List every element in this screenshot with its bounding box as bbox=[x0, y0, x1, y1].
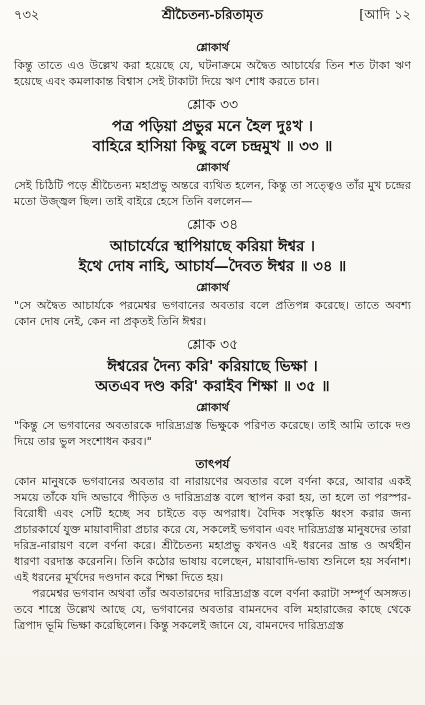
book-title: শ্রীচৈতন্য-চরিতামৃত bbox=[161, 8, 264, 23]
verse-line: ঈশ্বরের দৈন্য করি' করিয়াছে ভিক্ষা । bbox=[107, 357, 318, 375]
verse-line: পত্র পড়িয়া প্রভুর মনে হৈল দুঃখ । bbox=[111, 117, 314, 135]
purport-section bbox=[14, 456, 411, 634]
translation-text: সেই চিঠিটি পড়ে শ্রীচৈতন্য মহাপ্রভু অন্তরে ব্যথিত হলেন, কিন্তু তা সত্ত্বেও তাঁর মুখ চন্দ্রের মতো উজ্জ্বল ছিল। তাই বাইরে হেসে তিনি বললেন— bbox=[14, 179, 411, 208]
translation-label: শ্লোকার্থ bbox=[196, 41, 229, 54]
verse-line: বাহিরে হাসিয়া কিছু বলে চন্দ্রমুখ ॥ ৩৩ ॥ bbox=[92, 137, 333, 155]
translation-text: কিন্তু তাতে এও উল্লেখ করা হয়েছে যে, ঘটনাক্রমে অদ্বৈত আচার্যের তিন শত টাকা ঋণ হয়েছে এবং কমলাকান্ত বিশ্বাস সেই টাকাটা দিয়ে ঋণ শোধ করতে চান। bbox=[14, 59, 411, 88]
translation-label: শ্লোকার্থ bbox=[196, 401, 229, 414]
verse-block-34 bbox=[14, 216, 411, 330]
verse-block-35 bbox=[14, 336, 411, 450]
verse-line: অতএব দণ্ড করি' করাইব শিক্ষা ॥ ৩৫ ॥ bbox=[95, 377, 330, 395]
verse-number: শ্লোক ৩৪ bbox=[186, 217, 239, 233]
translation-label: শ্লোকার্থ bbox=[196, 281, 229, 294]
verse-line: ইথে দোষ নাহি, আচার্য—দৈবত ঈশ্বর ॥ ৩৪ ॥ bbox=[78, 257, 347, 275]
translation-text: "কিন্তু সে ভগবানের অবতারকে দারিদ্র্যগ্রস্ত ভিক্ষুকে পরিণত করেছে। তাই আমি তাকে দণ্ড দিয়ে তার ভুল সংশোধন করব।" bbox=[14, 419, 411, 448]
verse-block-33 bbox=[14, 96, 411, 210]
verse-number: শ্লোক ৩৩ bbox=[186, 97, 239, 113]
section-indicator: [আদি ১২ bbox=[359, 8, 411, 23]
page-header bbox=[14, 7, 411, 31]
purport-label: তাৎপর্য bbox=[195, 457, 230, 471]
page-number: ৭৩২ bbox=[14, 8, 40, 23]
verse-text bbox=[14, 356, 411, 396]
purport-paragraph: কোন মানুষকে ভগবানের অবতার বা নারায়ণের অবতার বলে বর্ণনা করে, আবার একই সময়ে তাঁকে যদি অভাবে পীড়িত ও দারিদ্র্যগ্রস্ত বলে স্থাপন করা হয়, তা হলে তা পরস্পর-বিরোধী এবং সেটি হচ্ছে সব চাইতে বড় অপরাধ। বৈদিক সংস্কৃতি ধ্বংস করার জন্য প্রচারকার্যে যুক্ত মায়াবাদীরা প্রচার করে যে, সকলেই ভগবান এবং দারিদ্র্যগ্রস্ত মানুষদের তারা দরিদ্র-নারায়ণ বলে বর্ণনা করে। শ্রীচৈতন্য মহাপ্রভু কখনও এই ধরনের ভ্রান্ত ও অর্থহীন ধারণা বরদাস্ত করেননি। তিনি কঠোর ভাষায় বলেছেন, মায়াবাদি-ভাষ্য শুনিলে হয় সর্বনাশ। এই ধরনের মূর্খদের দণ্ডদান করে শিক্ষা দিতে হয়। bbox=[14, 475, 411, 584]
page-content bbox=[14, 40, 411, 634]
verse-line: আচার্যেরে স্থাপিয়াছে করিয়া ঈশ্বর । bbox=[109, 237, 316, 255]
verse-number: শ্লোক ৩৫ bbox=[186, 337, 239, 353]
verse-text bbox=[14, 236, 411, 276]
translation-block bbox=[14, 40, 411, 90]
purport-paragraph: পরমেশ্বর ভগবান অথবা তাঁর অবতারদের দারিদ্র্যগ্রস্ত বলে বর্ণনা করাটা সম্পূর্ণ অসঙ্গত। তবে শাস্ত্রে উল্লেখ আছে যে, ভগবানের অবতার বামনদেব বলি মহারাজের কাছে থেকে ত্রিপাদ ভূমি ভিক্ষা করেছিলেন। কিন্তু সকলেই জানে যে, বামনদেব দারিদ্র্যগ্রস্ত bbox=[14, 587, 411, 632]
translation-label: শ্লোকার্থ bbox=[196, 161, 229, 174]
translation-text: "সে অদ্বৈত আচার্যকে পরমেশ্বর ভগবানের অবতার বলে প্রতিপন্ন করেছে। তাতে অবশ্য কোন দোষ নেই, কেন না প্রকৃতই তিনি ঈশ্বর। bbox=[14, 299, 411, 328]
verse-text bbox=[14, 116, 411, 156]
